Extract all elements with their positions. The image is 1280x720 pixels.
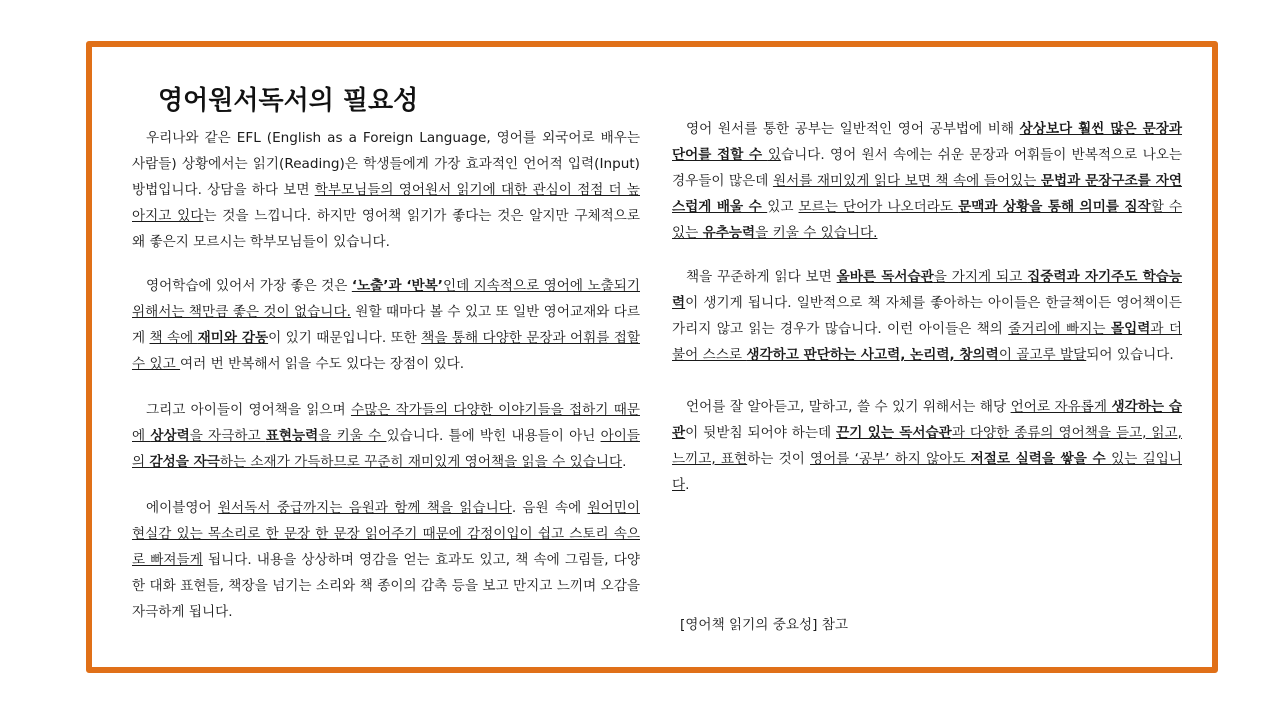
text-run: 영어를 ‘공부’ 하지 않아도 bbox=[810, 451, 971, 467]
text-run: 이 뒷받침 되어야 하는데 bbox=[685, 425, 837, 441]
text-run: 줄거리에 빠지는 bbox=[1008, 321, 1111, 337]
text-run: 상상보다 훨씬 많은 문장과 단어를 접할 수 bbox=[672, 121, 1182, 163]
text-run: 생각하는 습관 bbox=[672, 399, 1182, 441]
text-run: 영어학습에 있어서 가장 좋은 것은 bbox=[146, 278, 352, 294]
text-run: 됩니다. 내용을 상상하며 영감을 얻는 효과도 있고, 책 속에 그림들, 다양한 대화 표현들, 책장을 넘기는 소리와 책 종이의 감촉 등을 보고 만지고 느끼며 오감을 자극하게 됩니다. bbox=[132, 552, 640, 620]
text-run: 원서독서 중급까지는 음원과 함께 책을 읽습니다 bbox=[217, 500, 512, 516]
left-column bbox=[132, 125, 640, 643]
text-run: 과 더불어 스스로 bbox=[672, 321, 1182, 363]
text-run: . bbox=[622, 454, 627, 470]
text-run: 책을 통해 다양한 문장과 어휘를 접할 수 있고 bbox=[132, 330, 640, 372]
left-paragraph-3 bbox=[132, 397, 640, 475]
text-run: 에이블영어 bbox=[146, 500, 218, 516]
text-run: 모르는 단어가 나오더라도 bbox=[798, 199, 959, 215]
text-run: 생각하고 판단하는 사고력, 논리력, 창의력 bbox=[746, 347, 999, 363]
text-run: 과 다양한 종류의 영어책을 듣고, 읽고, 느끼고, 표현 bbox=[672, 425, 1182, 467]
text-run: 이 생기게 됩니다. 일반적으로 책 자체를 좋아하는 아이들은 한글책이든 영어책이든 가리지 않고 읽는 경우가 많습니다. 이런 아이들은 책의 bbox=[672, 295, 1182, 337]
text-run: 표현능력 bbox=[265, 428, 319, 444]
right-paragraph-3 bbox=[672, 394, 1182, 498]
text-run: 문법과 문장구조를 자연스럽게 배울 수 bbox=[672, 173, 1182, 215]
text-run: 우리나와 같은 EFL (English as a Foreign Language, 영어를 외국어로 배우는 사람들) 상황에서는 읽기(Reading)은 학생들에게 가장 효과적인 언어적 입력(Input) 방법입니다. 상담을 하다 보면 bbox=[132, 130, 640, 198]
text-run: 인데 지속적으로 영어에 노출되기 위해서는 책만큼 좋은 것이 없습니다. bbox=[132, 278, 640, 320]
text-run: 이 있기 때문입니다. 또한 bbox=[268, 330, 422, 346]
text-run: 이 골고루 발달 bbox=[998, 347, 1087, 363]
text-run: 유추능력 bbox=[702, 225, 756, 241]
text-run: 올바른 독서습관 bbox=[836, 269, 934, 285]
text-run: 을 가지게 되고 bbox=[933, 269, 1028, 285]
text-run: 하는 것이 bbox=[747, 451, 811, 467]
text-run: 아이들의 bbox=[132, 428, 640, 470]
text-run: 집중력과 자기주도 학습능력 bbox=[672, 269, 1182, 311]
text-run: 재미와 감동 bbox=[197, 330, 269, 346]
text-run: 문맥과 상황을 통해 의미를 짐작 bbox=[958, 199, 1151, 215]
text-run: 되어 있습니다. bbox=[1086, 347, 1174, 363]
text-run: 있고 bbox=[767, 199, 799, 215]
text-run: 는 것을 느낍니다. 하지만 영어책 읽기가 좋다는 것은 알지만 구체적으로 왜 좋은지 모르시는 학부모님들이 있습니다. bbox=[132, 208, 641, 250]
text-run: 습니다. 영어 원서 속에는 쉬운 문장과 어휘들이 반복적으로 나오는 경우들이 많은데 bbox=[672, 147, 1182, 189]
text-run: ‘노출’과 ‘반복’ bbox=[351, 278, 443, 294]
text-run: 여러 번 반복해서 읽을 수도 있다는 장점이 있다. bbox=[180, 356, 465, 372]
text-run: 수많은 작가들의 다양한 이야기들을 접하기 때문에 bbox=[132, 402, 640, 444]
text-run: 있습니다. 틀에 박힌 내용들이 아닌 bbox=[386, 428, 601, 444]
text-run: 영어 원서를 통한 공부는 일반적인 영어 공부법에 비해 bbox=[686, 121, 1020, 137]
text-run: 을 키울 수 bbox=[318, 428, 387, 444]
right-paragraph-2 bbox=[672, 264, 1182, 368]
text-run: 몰입력 bbox=[1110, 321, 1151, 337]
text-run: 그리고 아이들이 영어책을 읽으며 bbox=[146, 402, 351, 418]
text-run: . bbox=[685, 477, 690, 493]
left-paragraph-4 bbox=[132, 495, 640, 625]
text-run: 원어민이 현실감 있는 목소리로 한 문장 한 문장 읽어주기 때문에 감정이입이 쉽고 스토리 속으로 빠져들게 bbox=[132, 500, 640, 568]
text-run: . 음원 속에 bbox=[511, 500, 588, 516]
text-run: 저절로 실력을 쌓을 수 bbox=[970, 451, 1112, 467]
text-run: 원할 때마다 볼 수 있고 또 일반 영어교재와 다르게 bbox=[132, 304, 641, 346]
text-run: 상상력 bbox=[150, 428, 190, 444]
text-run: 감성을 자극 bbox=[149, 454, 220, 470]
page-title: 영어원서독서의 필요성 bbox=[158, 86, 419, 116]
text-run: 원서를 재미있게 읽다 보면 책 속에 들어있는 bbox=[772, 173, 1041, 189]
text-run: 언어로 자유롭게 bbox=[1010, 399, 1112, 415]
text-run: 있 bbox=[767, 147, 781, 163]
text-run: 있는 길입니다 bbox=[672, 451, 1182, 493]
text-run: 책 속에 bbox=[149, 330, 198, 346]
text-run: 할 수 있는 bbox=[672, 199, 1183, 241]
text-run: 언어를 잘 알아듣고, 말하고, 쓸 수 있기 위해서는 해당 bbox=[686, 399, 1011, 415]
text-run: 을 자극하고 bbox=[189, 428, 266, 444]
left-paragraph-2 bbox=[132, 273, 640, 377]
left-paragraph-1 bbox=[132, 125, 640, 255]
reference-note: [영어책 읽기의 중요성] 참고 bbox=[680, 617, 849, 633]
text-run: 학부모님들의 영어원서 읽기에 대한 관심이 점점 더 높아지고 있다 bbox=[132, 182, 640, 224]
text-run: 을 키울 수 있습니다. bbox=[755, 225, 878, 241]
right-paragraph-1 bbox=[672, 116, 1182, 246]
right-column bbox=[672, 116, 1182, 498]
text-run: 책을 꾸준하게 읽다 보면 bbox=[686, 269, 837, 285]
text-run: 하는 소재가 가득하므로 꾸준히 재미있게 영어책을 읽을 수 있습니다 bbox=[219, 454, 623, 470]
text-run: 끈기 있는 독서습관 bbox=[836, 425, 952, 441]
